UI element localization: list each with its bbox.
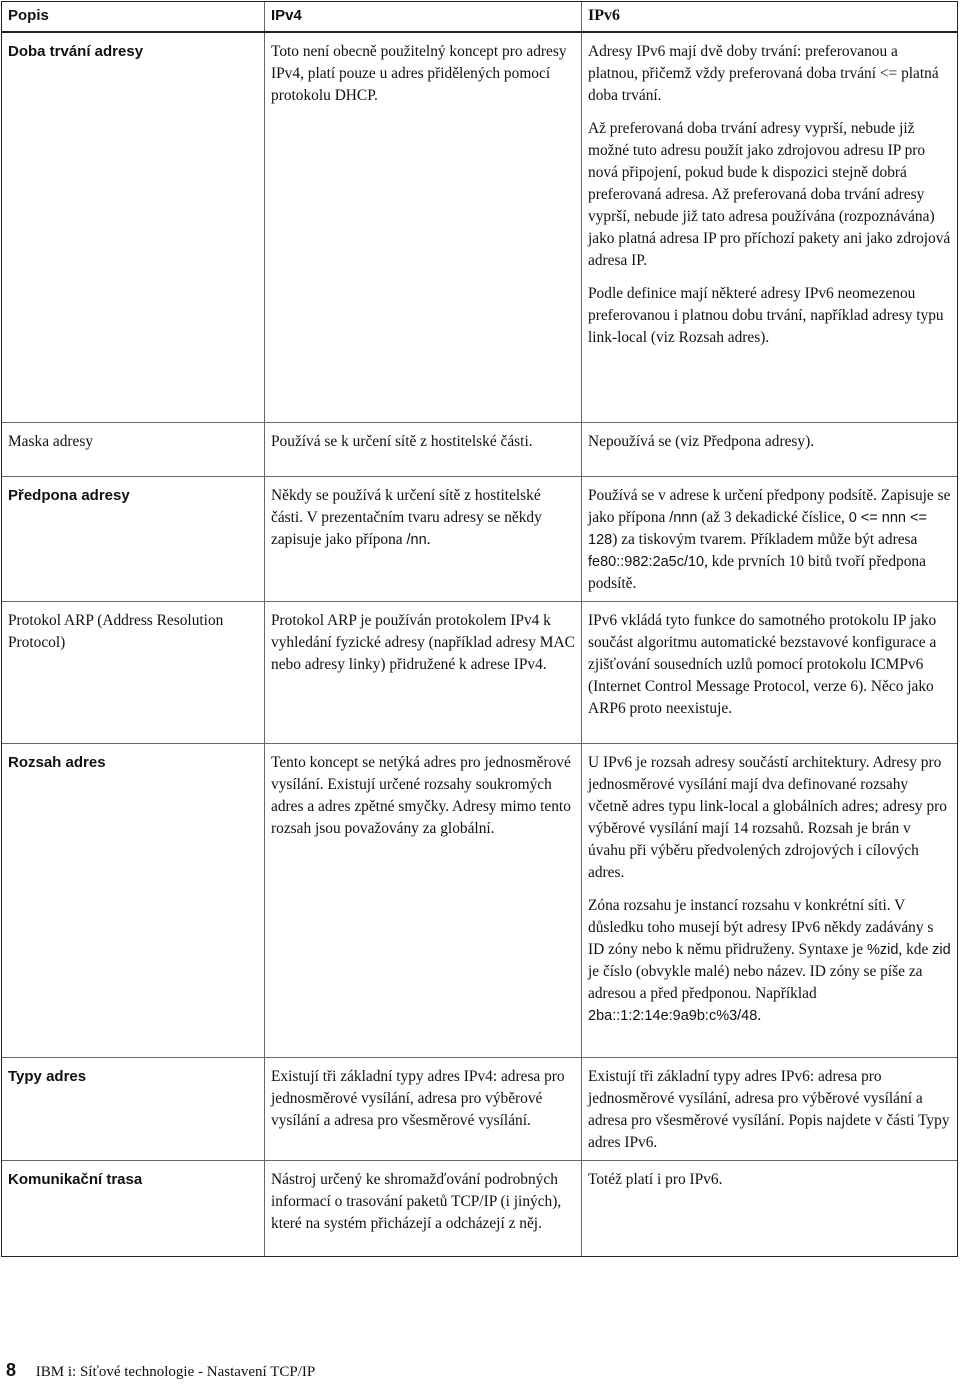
ipv6-cell: Totéž platí i pro IPv6. (582, 1160, 958, 1256)
ipv6-paragraph: Podle definice mají některé adresy IPv6 neomezenou preferovanou i platnou dobu trvání, například adresy typu link-local (viz Rozsah adres). (588, 285, 944, 346)
table-row (2, 601, 958, 743)
header-ipv4: IPv4 (265, 2, 582, 33)
code-run: %zid (866, 941, 899, 958)
ipv6-paragraph: Adresy IPv6 mají dvě doby trvání: preferovanou a platnou, přičemž vždy preferovaná doba trvání <= platná doba trvání. (588, 43, 939, 104)
row-label: Doba trvání adresy (2, 32, 265, 422)
row-label: Komunikační trasa (2, 1160, 265, 1256)
text-run: , kde prvních 10 bitů tvoří předpona podsítě. (588, 552, 926, 592)
ipv6-cell: Nepoužívá se (viz Předpona adresy). (582, 422, 958, 476)
code-run: 0 <= nnn <= 128 (588, 509, 927, 548)
table-row (2, 476, 958, 601)
ipv4-cell: Protokol ARP je používán protokolem IPv4 k vyhledání fyzické adresy (například adresy MAC nebo adresy linky) přidružené k adrese IPv4. (265, 601, 582, 743)
ipv6-cell (582, 743, 958, 1057)
table-row (2, 743, 958, 1057)
page-number: 8 (6, 1360, 17, 1380)
ipv6-paragraph (588, 895, 951, 1027)
header-popis: Popis (2, 2, 265, 33)
table-row (2, 422, 958, 476)
table-row (2, 32, 958, 422)
text-run: Zóna rozsahu je instancí rozsahu v konkrétní síti. V důsledku toho musejí být adresy IPv6 někdy zadávány s ID zóny nebo k němu přidruženy. Syntaxe je (588, 896, 934, 958)
text-run: (až 3 dekadické číslice, (697, 508, 849, 526)
ipv6-cell (582, 32, 958, 422)
header-ipv6: IPv6 (582, 2, 958, 33)
text-run: ) za tiskovým tvarem. Příkladem může být adresa (612, 530, 918, 548)
table-header-row (2, 2, 958, 33)
row-label: Maska adresy (2, 422, 265, 476)
ipv6-paragraph: U IPv6 je rozsah adresy součástí architektury. Adresy pro jednosměrové vysílání mají dva definované rozsahy včetně adres typu link-local a globálních adres; adresy pro výběrové vysílání mají 14 rozsahů. Rozsah je brán v úvahu při výběru předvolených zdrojových i cílových adres. (588, 753, 947, 881)
code-run: zid (932, 941, 951, 958)
row-label: Typy adres (2, 1057, 265, 1160)
ipv6-cell: IPv6 vkládá tyto funkce do samotného protokolu IP jako součást algoritmu automatické bezstavové konfigurace a zjišťování sousedních uzlů pomocí protokolu ICMPv6 (Internet Control Message Protocol, verze 6). Něco jako ARP6 proto neexistuje. (582, 601, 958, 743)
comparison-table (1, 1, 958, 1257)
ipv6-paragraph: Až preferovaná doba trvání adresy vyprší, nebude již možné tuto adresu použít jako zdrojovou adresu IP pro nová připojení, pokud bude k dispozici stejně dobrá preferovaná adresa. Až preferovaná doba trvání adresy vyprší, nebude již tato adresa používána (rozpoznávána) jako platná adresa IP pro příchozí pakety ani jako zdrojová adresa IP. (588, 120, 951, 269)
table-row (2, 1057, 958, 1160)
row-label: Předpona adresy (2, 476, 265, 601)
table-row (2, 1160, 958, 1256)
code-run: 2ba::1:2:14e:9a9b:c%3/48 (588, 1007, 758, 1024)
code-run: fe80::982:2a5c/10 (588, 553, 705, 570)
code-run: /nnn (669, 509, 698, 526)
text-run: . (426, 530, 431, 548)
row-label: Rozsah adres (2, 743, 265, 1057)
ipv6-cell: Existují tři základní typy adres IPv6: adresa pro jednosměrové vysílání, adresa pro výběrové vysílání a adresa pro všesměrové vysílání. Popis najdete v části Typy adres IPv6. (582, 1057, 958, 1160)
code-run: /nn (406, 531, 427, 548)
text-run: . (757, 1006, 762, 1024)
ipv6-cell (582, 476, 958, 601)
text-run: Používá se v adrese k určení předpony podsítě. Zapisuje se jako přípona (588, 486, 951, 526)
text-run: Někdy se používá k určení sítě z hostitelské části. V prezentačním tvaru adresy se někdy zapisuje jako přípona (271, 486, 542, 548)
text-run: je číslo (obvykle malé) nebo název. ID zóny se píše za adresou a před předponou. Například (588, 962, 923, 1002)
page-footer (6, 1360, 315, 1381)
ipv4-cell: Tento koncept se netýká adres pro jednosměrové vysílání. Existují určené rozsahy soukromých adres a adres zpětné smyčky. Adresy mimo tento rozsah jsou považovány za globální. (265, 743, 582, 1057)
ipv4-cell (265, 476, 582, 601)
row-label: Protokol ARP (Address Resolution Protocol) (2, 601, 265, 743)
footer-text: IBM i: Síťové technologie - Nastavení TCP/IP (35, 1364, 316, 1380)
ipv4-cell: Toto není obecně použitelný koncept pro adresy IPv4, platí pouze u adres přidělených pomocí protokolu DHCP. (265, 32, 582, 422)
text-run: , kde (898, 940, 933, 958)
ipv4-cell: Existují tři základní typy adres IPv4: adresa pro jednosměrové vysílání, adresa pro výběrové vysílání a adresa pro všesměrové vysílání. (265, 1057, 582, 1160)
ipv4-cell: Nástroj určený ke shromažďování podrobných informací o trasování paketů TCP/IP (i jiných), které na systém přicházejí a odcházejí z něj. (265, 1160, 582, 1256)
ipv4-cell: Používá se k určení sítě z hostitelské části. (265, 422, 582, 476)
